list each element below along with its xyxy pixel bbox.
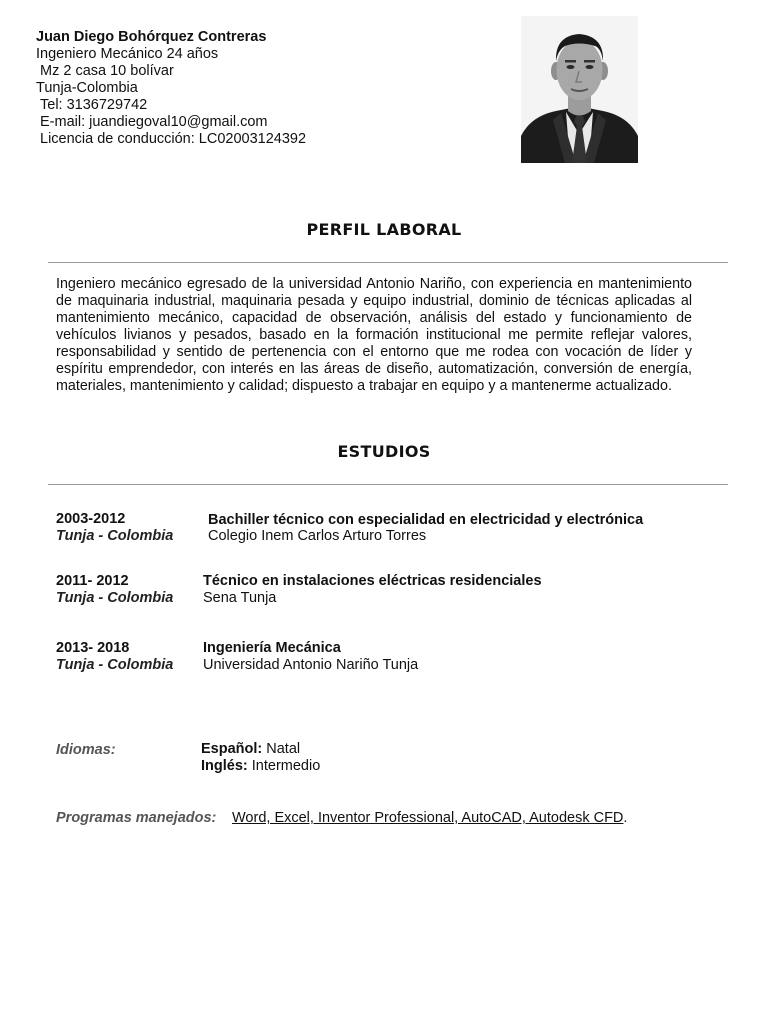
profile-text: Ingeniero mecánico egresado de la universidad Antonio Nariño, con experiencia en mantenimiento de maquinaria industrial, maquinaria pesada y equipo industrial, dominio de técnicas aplicadas al mantenimiento mecánico, capacidad de observación, análisis del estado y funcionamiento de vehículos livianos y pesados, basado en la formación institucional me permite reflejar valores, responsabilidad y sentido de pertenencia con el entorno que me rodea con vocación de líder y espíritu emprendedor, con interés en las áreas de diseño, automatización, conversión de energía, materiales, mantenimiento y calidad; dispuesto a trabajar en equipo y a mantenerme actualizado. <box>56 276 692 394</box>
email: E-mail: juandiegoval10@gmail.com <box>40 114 268 130</box>
programs-label: Programas manejados: <box>56 810 217 826</box>
language-name: Inglés: <box>201 758 248 774</box>
programs-line <box>232 810 627 827</box>
profession: Ingeniero Mecánico 24 años <box>36 46 219 62</box>
programs-list: Word, Excel, Inventor Professional, AutoCAD, Autodesk CFD <box>232 810 624 826</box>
driving-license: Licencia de conducción: LC02003124392 <box>40 131 307 147</box>
education-title: Técnico en instalaciones eléctricas residenciales <box>203 573 542 589</box>
section-divider <box>48 484 728 485</box>
language-name: Español: <box>201 741 263 757</box>
languages-label: Idiomas: <box>56 742 116 758</box>
phone: Tel: 3136729742 <box>40 97 148 113</box>
language-item <box>201 758 320 775</box>
section-divider <box>48 262 728 263</box>
education-entry <box>56 640 173 674</box>
section-heading-profile: PERFIL LABORAL <box>306 220 462 239</box>
education-years: 2013- 2018 <box>56 640 130 656</box>
education-location: Tunja - Colombia <box>56 590 174 606</box>
programs-end: . <box>623 810 628 826</box>
language-level: Intermedio <box>251 758 321 774</box>
education-years: 2011- 2012 <box>56 573 129 589</box>
language-level: Natal <box>266 741 301 757</box>
section-heading-education: ESTUDIOS <box>337 442 431 461</box>
city: Tunja-Colombia <box>36 80 138 96</box>
education-location: Tunja - Colombia <box>56 528 174 544</box>
language-item <box>201 741 300 758</box>
education-institution: Colegio Inem Carlos Arturo Torres <box>208 528 427 544</box>
profile-photo <box>521 16 638 163</box>
education-entry <box>56 573 173 607</box>
education-institution: Sena Tunja <box>203 590 277 606</box>
contact-block <box>36 29 306 148</box>
portrait-image <box>521 16 638 163</box>
address: Mz 2 casa 10 bolívar <box>40 63 174 79</box>
education-institution: Universidad Antonio Nariño Tunja <box>203 657 419 673</box>
education-location: Tunja - Colombia <box>56 657 174 673</box>
education-title: Ingeniería Mecánica <box>203 640 341 656</box>
candidate-name: Juan Diego Bohórquez Contreras <box>36 29 267 45</box>
education-entry <box>56 511 173 545</box>
education-years: 2003-2012 <box>56 511 126 527</box>
education-title: Bachiller técnico con especialidad en electricidad y electrónica <box>208 512 644 528</box>
